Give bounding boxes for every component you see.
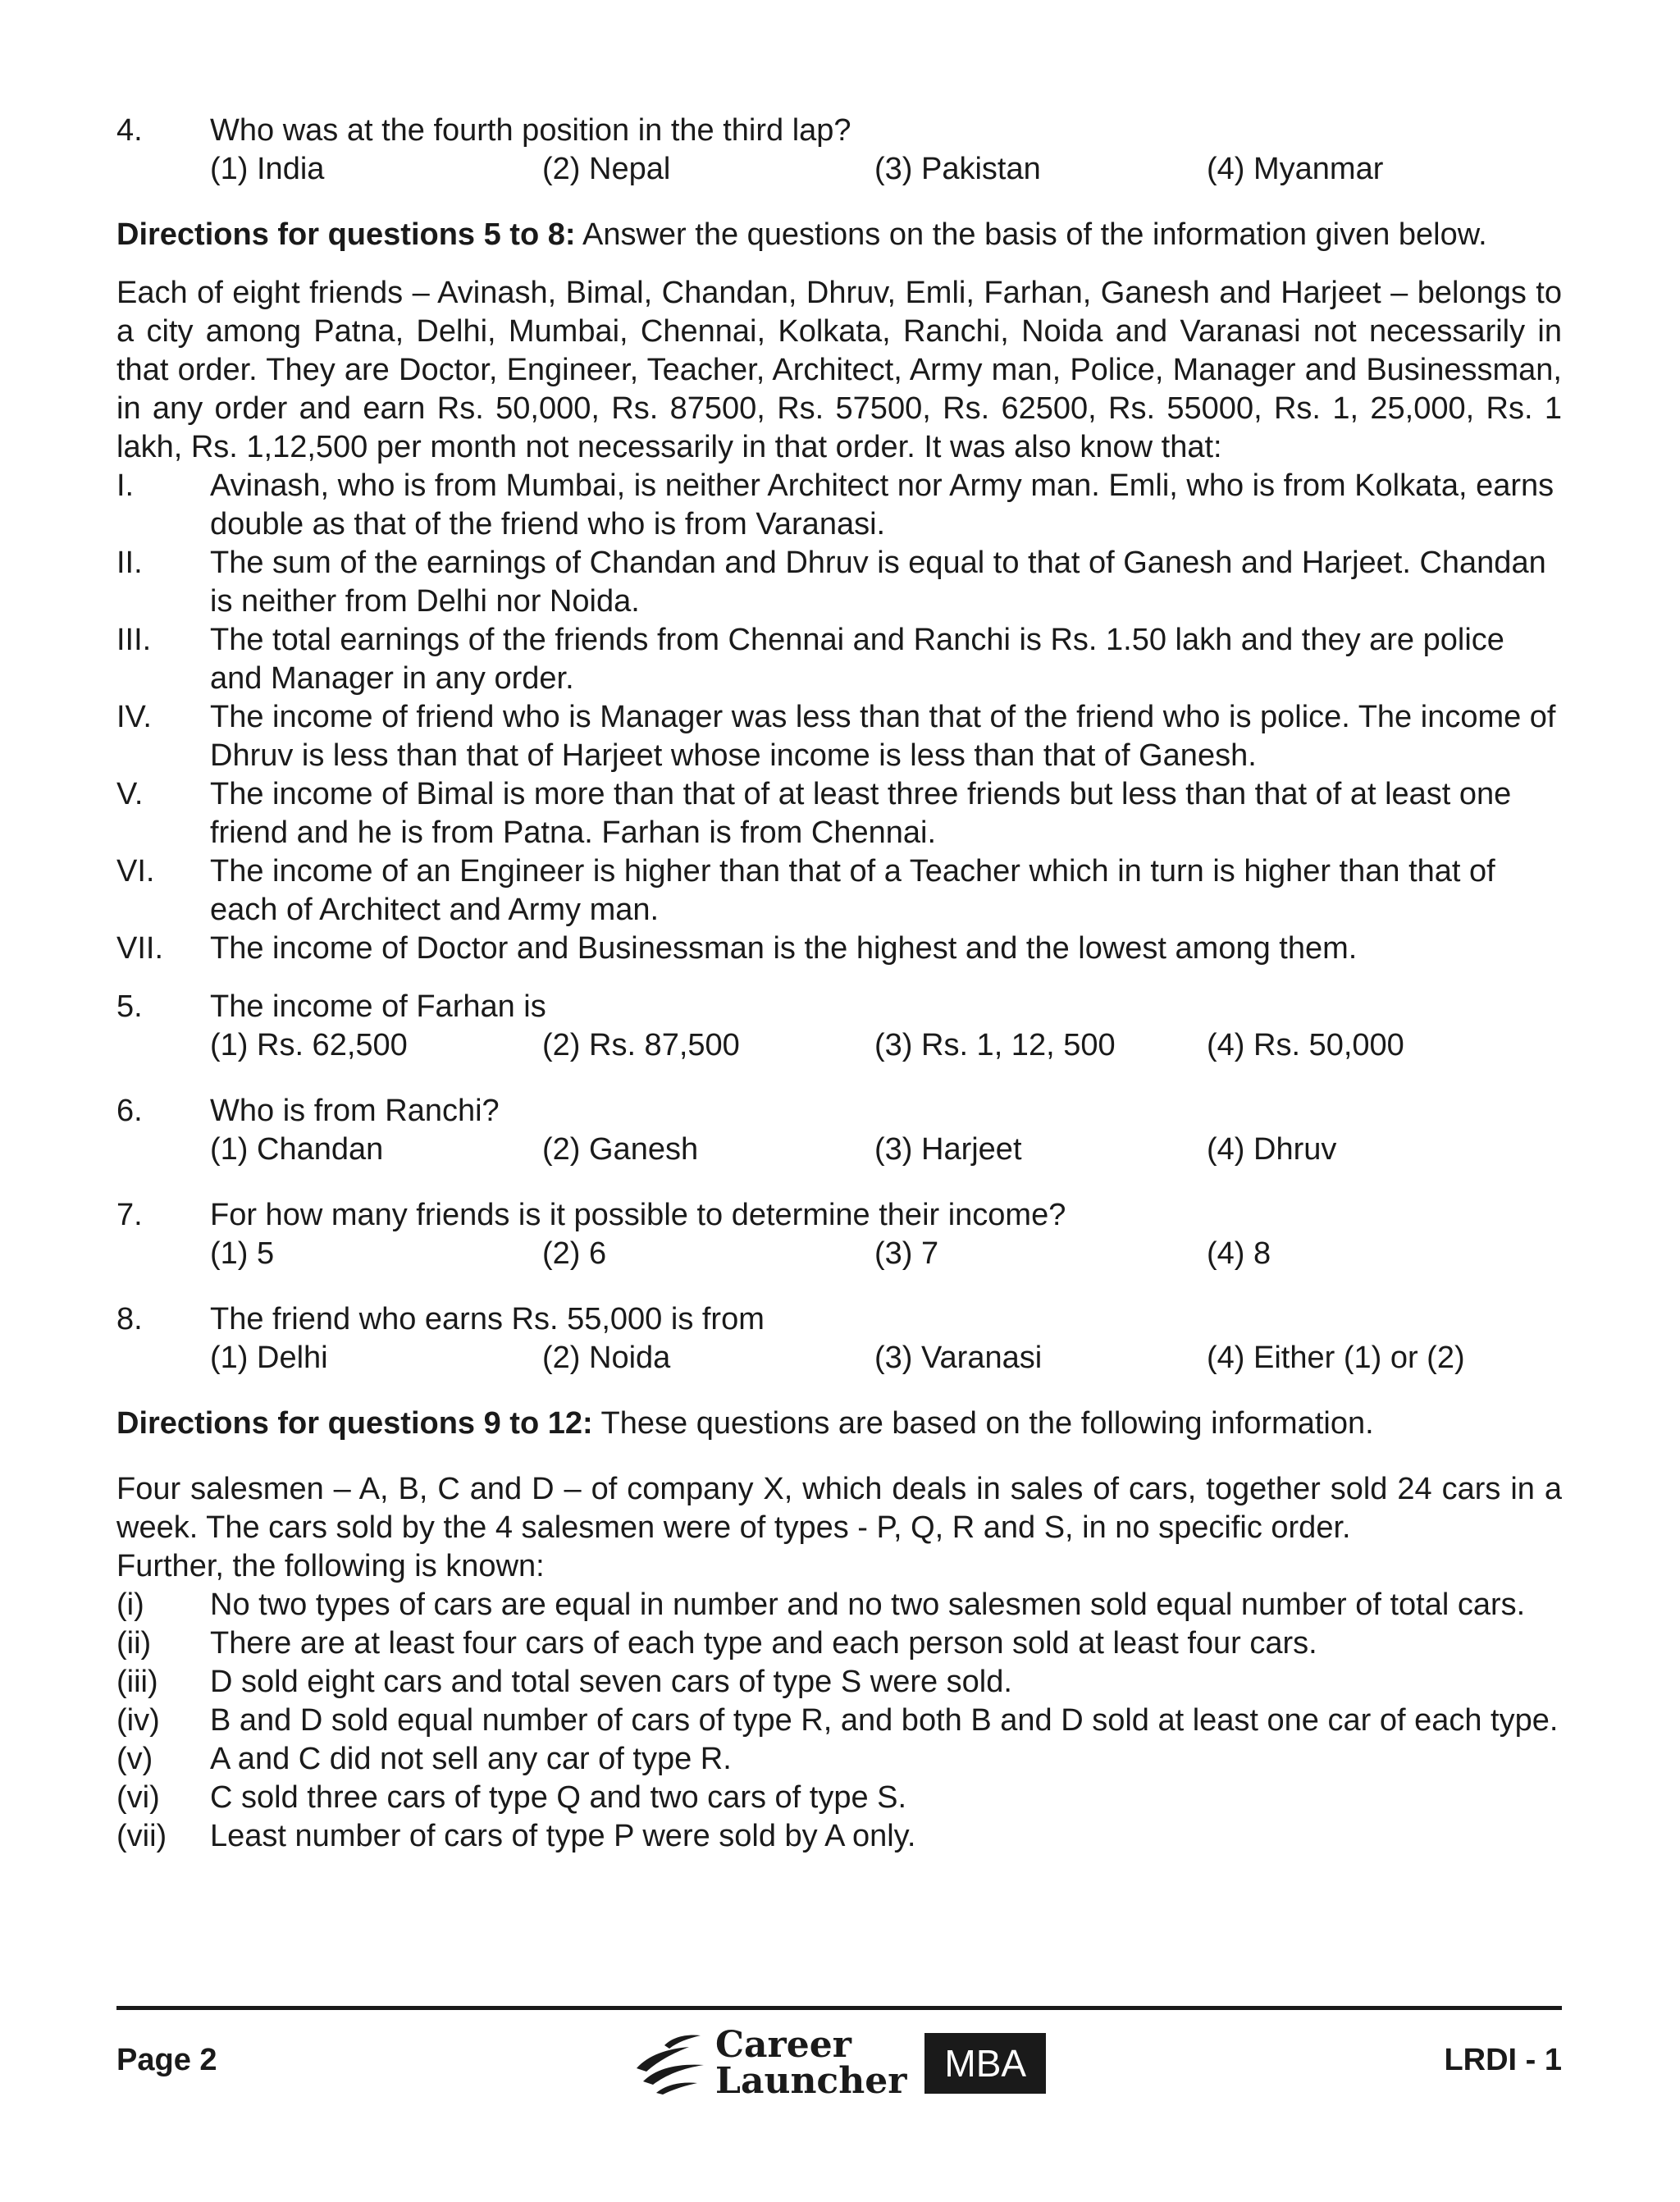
directions-5-8 xyxy=(116,216,1562,254)
clue-number: III. xyxy=(116,623,152,657)
clue-text: Avinash, who is from Mumbai, is neither Architect nor Army man. Emli, who is from Kolkata, earns double as that of the friend who is from Varanasi. xyxy=(210,468,1554,541)
option-3: (3) Harjeet xyxy=(874,1132,1022,1167)
question-text: The friend who earns Rs. 55,000 is from xyxy=(210,1302,765,1336)
clue-item xyxy=(116,1702,1562,1740)
directions-text: These questions are based on the following information. xyxy=(592,1406,1374,1441)
clue-number: VI. xyxy=(116,854,155,889)
directions-heading: Directions for questions 5 to 8: xyxy=(116,217,576,252)
question-5 xyxy=(116,988,1562,1065)
clue-text: A and C did not sell any car of type R. xyxy=(210,1742,732,1776)
question-number: 7. xyxy=(116,1198,143,1232)
option-1: (1) Chandan xyxy=(210,1132,384,1167)
option-4: (4) Dhruv xyxy=(1207,1132,1337,1167)
clue-text: The income of Bimal is more than that of at least three friends but less than that of at least one friend and he is from Patna. Farhan is from Chennai. xyxy=(210,777,1512,850)
clue-text: The total earnings of the friends from Chennai and Ranchi is Rs. 1.50 lakh and they are police and Manager in any order. xyxy=(210,623,1504,696)
clue-item xyxy=(116,544,1562,621)
option-4: (4) Myanmar xyxy=(1207,152,1384,186)
clue-text: There are at least four cars of each type and each person sold at least four cars. xyxy=(210,1626,1317,1661)
clue-number: (v) xyxy=(116,1742,153,1776)
clue-text: Least number of cars of type P were sold by A only. xyxy=(210,1819,916,1853)
mba-badge: MBA xyxy=(924,2033,1046,2094)
option-2: (2) Nepal xyxy=(542,152,671,186)
question-number: 5. xyxy=(116,989,143,1024)
section-code: LRDI - 1 xyxy=(1444,2043,1562,2077)
career-launcher-logo xyxy=(632,2022,1046,2104)
clue-text: The income of friend who is Manager was less than that of the friend who is police. The income of Dhruv is less than that of Harjeet whose income is less than that of Ganesh. xyxy=(210,700,1556,773)
clue-number: (i) xyxy=(116,1588,144,1622)
question-number: 6. xyxy=(116,1094,143,1128)
clue-item xyxy=(116,930,1562,968)
clue-number: (iv) xyxy=(116,1703,160,1738)
logo-word-career: Career xyxy=(715,2024,851,2066)
question-text: Who is from Ranchi? xyxy=(210,1094,500,1128)
options xyxy=(210,1235,1562,1273)
clue-text: No two types of cars are equal in number and no two salesmen sold equal number of total cars. xyxy=(210,1588,1526,1622)
directions-heading: Directions for questions 9 to 12: xyxy=(116,1406,593,1441)
clue-item xyxy=(116,1663,1562,1702)
clue-item xyxy=(116,1624,1562,1663)
clue-number: (vii) xyxy=(116,1819,167,1853)
options xyxy=(210,1339,1562,1377)
clue-number: (ii) xyxy=(116,1626,152,1661)
option-1: (1) 5 xyxy=(210,1236,275,1271)
footer-divider xyxy=(116,2006,1562,2010)
career-launcher-swoosh-icon xyxy=(632,2031,710,2096)
clue-number: VII. xyxy=(116,931,164,966)
clue-number: V. xyxy=(116,777,144,811)
option-3: (3) Rs. 1, 12, 500 xyxy=(874,1028,1116,1062)
clue-item xyxy=(116,467,1562,544)
option-3: (3) Pakistan xyxy=(874,152,1041,186)
option-1: (1) Delhi xyxy=(210,1341,328,1375)
clue-number: I. xyxy=(116,468,135,503)
option-1: (1) Rs. 62,500 xyxy=(210,1028,408,1062)
options xyxy=(210,1026,1562,1065)
clue-text: The income of an Engineer is higher than that of a Teacher which in turn is higher than that of each of Architect and Army man. xyxy=(210,854,1495,927)
information-lead: Further, the following is known: xyxy=(116,1549,545,1583)
clue-number: (vi) xyxy=(116,1780,160,1815)
clue-text: The sum of the earnings of Chandan and Dhruv is equal to that of Ganesh and Harjeet. Chandan is neither from Delhi nor Noida. xyxy=(210,546,1546,619)
option-4: (4) 8 xyxy=(1207,1236,1271,1271)
clue-item xyxy=(116,852,1562,930)
directions-text: Answer the questions on the basis of the information given below. xyxy=(575,217,1487,252)
option-2: (2) 6 xyxy=(542,1236,607,1271)
option-4: (4) Either (1) or (2) xyxy=(1207,1341,1465,1375)
option-3: (3) Varanasi xyxy=(874,1341,1043,1375)
clue-number: IV. xyxy=(116,700,152,734)
logo-word-launcher: Launcher xyxy=(715,2060,907,2102)
information-paragraph: Each of eight friends – Avinash, Bimal, Chandan, Dhruv, Emli, Farhan, Ganesh and Harjeet – belongs to a city among Patna, Delhi, Mumbai, Chennai, Kolkata, Ranchi, Noida and Varanasi not necessarily in that order. They are Doctor, Engineer, Teacher, Architect, Army man, Police, Manager and Businessman, in any order and earn Rs. 50,000, Rs. 87500, Rs. 57500, Rs. 62500, Rs. 55000, Rs. 1, 25,000, Rs. 1 lakh, Rs. 1,12,500 per month not necessarily in that order. It was also know that: xyxy=(116,276,1562,464)
question-text: For how many friends is it possible to determine their income? xyxy=(210,1198,1066,1232)
information-paragraph: Four salesmen – A, B, C and D – of company X, which deals in sales of cars, together sold 24 cars in a week. The cars sold by the 4 salesmen were of types - P, Q, R and S, in no specific order. xyxy=(116,1472,1562,1545)
question-4 xyxy=(116,112,1562,189)
directions-9-12 xyxy=(116,1405,1562,1443)
options xyxy=(210,1131,1562,1169)
clue-item xyxy=(116,1779,1562,1817)
clue-list-roman xyxy=(116,467,1562,968)
page-number: Page 2 xyxy=(116,2043,217,2077)
option-2: (2) Ganesh xyxy=(542,1132,699,1167)
question-number: 8. xyxy=(116,1302,143,1336)
clue-text: The income of Doctor and Businessman is the highest and the lowest among them. xyxy=(210,931,1358,966)
option-4: (4) Rs. 50,000 xyxy=(1207,1028,1404,1062)
clue-number: II. xyxy=(116,546,143,580)
options xyxy=(210,150,1562,189)
question-8 xyxy=(116,1300,1562,1377)
option-1: (1) India xyxy=(210,152,325,186)
question-number: 4. xyxy=(116,113,143,148)
question-text: The income of Farhan is xyxy=(210,989,546,1024)
clue-item xyxy=(116,1817,1562,1856)
clue-item xyxy=(116,775,1562,852)
question-text: Who was at the fourth position in the third lap? xyxy=(210,113,851,148)
clue-item xyxy=(116,698,1562,775)
page-content xyxy=(116,112,1562,1856)
clue-item xyxy=(116,1586,1562,1624)
clue-list-lower-roman xyxy=(116,1586,1562,1856)
option-3: (3) 7 xyxy=(874,1236,939,1271)
logo-wordmark xyxy=(715,2024,907,2102)
clue-text: B and D sold equal number of cars of type R, and both B and D sold at least one car of each type. xyxy=(210,1703,1559,1738)
clue-item xyxy=(116,1740,1562,1779)
question-7 xyxy=(116,1196,1562,1273)
question-6 xyxy=(116,1092,1562,1169)
option-2: (2) Noida xyxy=(542,1341,671,1375)
clue-item xyxy=(116,621,1562,698)
clue-text: C sold three cars of type Q and two cars of type S. xyxy=(210,1780,907,1815)
clue-number: (iii) xyxy=(116,1665,158,1699)
clue-text: D sold eight cars and total seven cars of type S were sold. xyxy=(210,1665,1012,1699)
option-2: (2) Rs. 87,500 xyxy=(542,1028,740,1062)
